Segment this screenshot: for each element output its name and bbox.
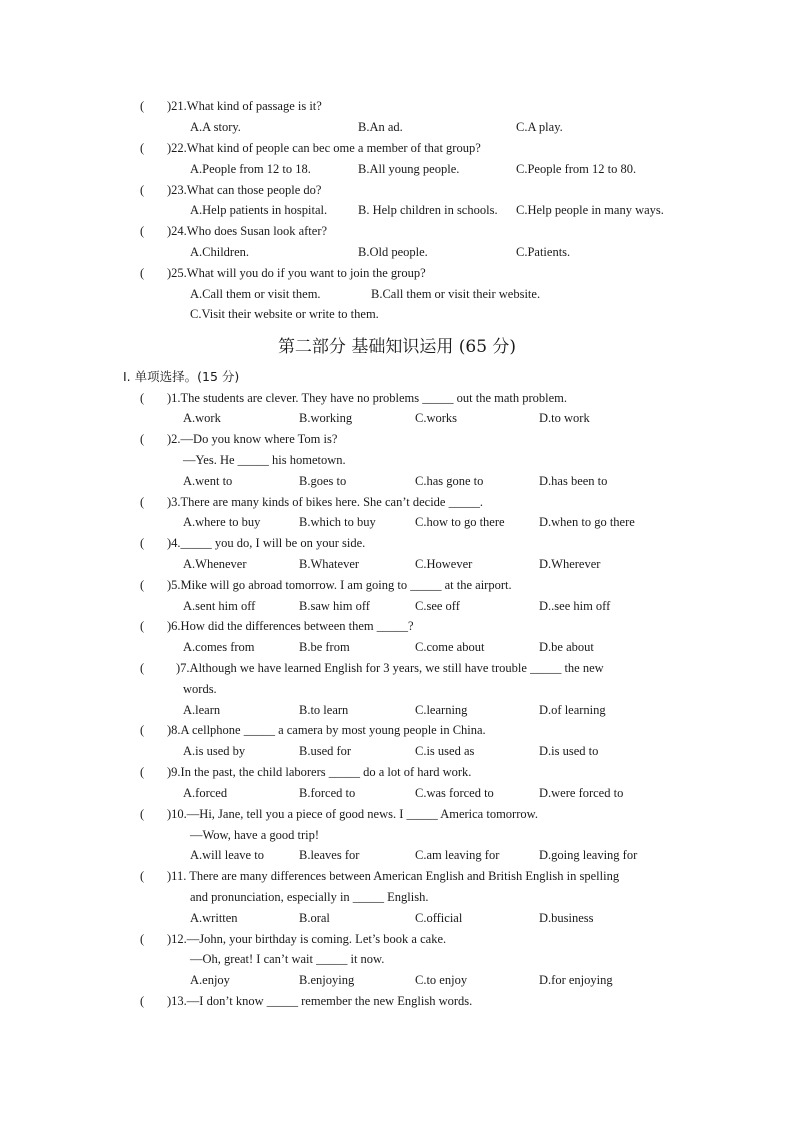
option-d: D.when to go there xyxy=(539,515,635,529)
answer-bracket: ( xyxy=(140,536,145,550)
question-4 xyxy=(140,535,365,551)
option-a: A.comes from xyxy=(183,640,255,654)
option-d: D.business xyxy=(539,911,594,925)
option-b: B.used for xyxy=(299,744,352,758)
option-a: A.will leave to xyxy=(190,848,264,862)
answer-bracket: ( xyxy=(140,183,145,197)
question-1 xyxy=(140,390,567,406)
question-stem: )9.In the past, the child laborers _____ do a lot of hard work. xyxy=(167,765,472,779)
stem-continuation: and pronunciation, especially in _____ English. xyxy=(190,890,429,904)
option-c: C.However xyxy=(415,557,473,571)
question-stem: )8.A cellphone _____ a camera by most young people in China. xyxy=(167,723,486,737)
option-a: A.sent him off xyxy=(183,599,256,613)
option-b: B.be from xyxy=(299,640,350,654)
answer-bracket: ( xyxy=(140,99,145,113)
answer-bracket: ( xyxy=(140,869,145,883)
option-b: B.Old people. xyxy=(358,245,428,259)
option-d: D.for enjoying xyxy=(539,973,613,987)
option-b: B.Whatever xyxy=(299,557,360,571)
question-stem: )7.Although we have learned English for 3 years, we still have trouble _____ the new xyxy=(176,661,604,675)
answer-bracket: ( xyxy=(140,391,145,405)
option-c: C.see off xyxy=(415,599,460,613)
dialogue-line: —Wow, have a good trip! xyxy=(190,828,320,842)
dialogue-line: —Yes. He _____ his hometown. xyxy=(183,453,346,467)
option-c: C.works xyxy=(415,411,458,425)
answer-bracket: ( xyxy=(140,495,145,509)
option-a: A.Call them or visit them. xyxy=(190,287,321,301)
option-d: D..see him off xyxy=(539,599,611,613)
option-b: B.An ad. xyxy=(358,120,403,134)
option-b: B.All young people. xyxy=(358,162,460,176)
answer-bracket: ( xyxy=(140,141,145,155)
option-a: A.work xyxy=(183,411,221,425)
answer-bracket: ( xyxy=(140,266,145,280)
answer-bracket: ( xyxy=(140,807,145,821)
question-stem: )11. There are many differences between American English and British English in spelling xyxy=(167,869,620,883)
question-stem: )10.—Hi, Jane, tell you a piece of good news. I _____ America tomorrow. xyxy=(167,807,538,821)
option-d: D.to work xyxy=(539,411,590,425)
option-a: A.learn xyxy=(183,703,221,717)
option-c: C.come about xyxy=(415,640,485,654)
option-c: C.am leaving for xyxy=(415,848,500,862)
option-c: C.learning xyxy=(415,703,468,717)
option-a: A.forced xyxy=(183,786,228,800)
option-b: B.oral xyxy=(299,911,330,925)
question-5 xyxy=(140,577,512,593)
option-b: B.goes to xyxy=(299,474,347,488)
option-d: D.going leaving for xyxy=(539,848,638,862)
option-c: C.Help people in many ways. xyxy=(516,203,664,217)
answer-bracket: ( xyxy=(140,723,145,737)
option-a: A.is used by xyxy=(183,744,246,758)
option-d: D.be about xyxy=(539,640,594,654)
question-10 xyxy=(140,806,538,822)
option-b: B.enjoying xyxy=(299,973,355,987)
question-23 xyxy=(140,182,321,198)
option-c: C.official xyxy=(415,911,463,925)
answer-bracket: ( xyxy=(140,994,145,1008)
option-c: C.A play. xyxy=(516,120,563,134)
question-22 xyxy=(140,140,481,156)
question-3 xyxy=(140,494,483,510)
option-a: A.went to xyxy=(183,474,233,488)
option-b: B. Help children in schools. xyxy=(358,203,498,217)
option-a: A.where to buy xyxy=(183,515,261,529)
option-b: B.leaves for xyxy=(299,848,360,862)
dialogue-line: —Oh, great! I can’t wait _____ it now. xyxy=(190,952,385,966)
answer-bracket: ( xyxy=(140,932,145,946)
answer-bracket: ( xyxy=(140,661,145,675)
option-b: B.to learn xyxy=(299,703,349,717)
option-a: A.Whenever xyxy=(183,557,247,571)
question-stem: )5.Mike will go abroad tomorrow. I am going to _____ at the airport. xyxy=(167,578,512,592)
question-stem: )21.What kind of passage is it? xyxy=(167,99,322,113)
option-b: B.which to buy xyxy=(299,515,376,529)
option-b: B.Call them or visit their website. xyxy=(371,287,541,301)
question-6 xyxy=(140,618,414,634)
option-b: B.working xyxy=(299,411,353,425)
option-a: A.Help patients in hospital. xyxy=(190,203,328,217)
option-b: B.saw him off xyxy=(299,599,370,613)
option-c: C.to enjoy xyxy=(415,973,468,987)
question-12 xyxy=(140,931,446,947)
option-a: A.People from 12 to 18. xyxy=(190,162,311,176)
option-c: C.how to go there xyxy=(415,515,505,529)
answer-bracket: ( xyxy=(140,224,145,238)
question-13 xyxy=(140,993,472,1009)
option-a: A.enjoy xyxy=(190,973,230,987)
option-d: D.were forced to xyxy=(539,786,624,800)
question-stem: )22.What kind of people can bec ome a member of that group? xyxy=(167,141,481,155)
part-heading: 第二部分 基础知识运用 (65 分) xyxy=(277,337,517,357)
question-stem: )25.What will you do if you want to join the group? xyxy=(167,266,426,280)
option-c: C.People from 12 to 80. xyxy=(516,162,637,176)
question-stem: )3.There are many kinds of bikes here. She can’t decide _____. xyxy=(167,495,483,509)
question-7 xyxy=(140,660,604,676)
answer-bracket: ( xyxy=(140,432,145,446)
section-title: Ⅰ. 单项选择。(15 分) xyxy=(123,369,240,384)
option-d: D.has been to xyxy=(539,474,608,488)
question-11 xyxy=(140,868,619,884)
question-stem: )4._____ you do, I will be on your side. xyxy=(167,536,366,550)
option-c: C.has gone to xyxy=(415,474,484,488)
option-d: D.Wherever xyxy=(539,557,601,571)
option-c: C.Visit their website or write to them. xyxy=(190,307,379,321)
question-stem: )1.The students are clever. They have no problems _____ out the math problem. xyxy=(167,391,568,405)
option-a: A.Children. xyxy=(190,245,250,259)
answer-bracket: ( xyxy=(140,578,145,592)
question-stem: )23.What can those people do? xyxy=(167,183,322,197)
question-stem: )24.Who does Susan look after? xyxy=(167,224,328,238)
question-8 xyxy=(140,722,486,738)
answer-bracket: ( xyxy=(140,619,145,633)
question-24 xyxy=(140,223,327,239)
answer-bracket: ( xyxy=(140,765,145,779)
option-b: B.forced to xyxy=(299,786,356,800)
option-d: D.is used to xyxy=(539,744,599,758)
option-c: C.is used as xyxy=(415,744,475,758)
option-c: C.was forced to xyxy=(415,786,494,800)
option-a: A.written xyxy=(190,911,238,925)
question-25 xyxy=(140,265,426,281)
question-2 xyxy=(140,431,337,447)
question-stem: )12.—John, your birthday is coming. Let’s book a cake. xyxy=(167,932,447,946)
question-stem: )2.—Do you know where Tom is? xyxy=(167,432,338,446)
stem-continuation: words. xyxy=(183,682,217,696)
question-9 xyxy=(140,764,471,780)
option-c: C.Patients. xyxy=(516,245,571,259)
question-stem: )6.How did the differences between them _____? xyxy=(167,619,414,633)
option-a: A.A story. xyxy=(190,120,241,134)
question-21 xyxy=(140,98,322,114)
question-stem: )13.—I don’t know _____ remember the new English words. xyxy=(167,994,473,1008)
option-d: D.of learning xyxy=(539,703,606,717)
